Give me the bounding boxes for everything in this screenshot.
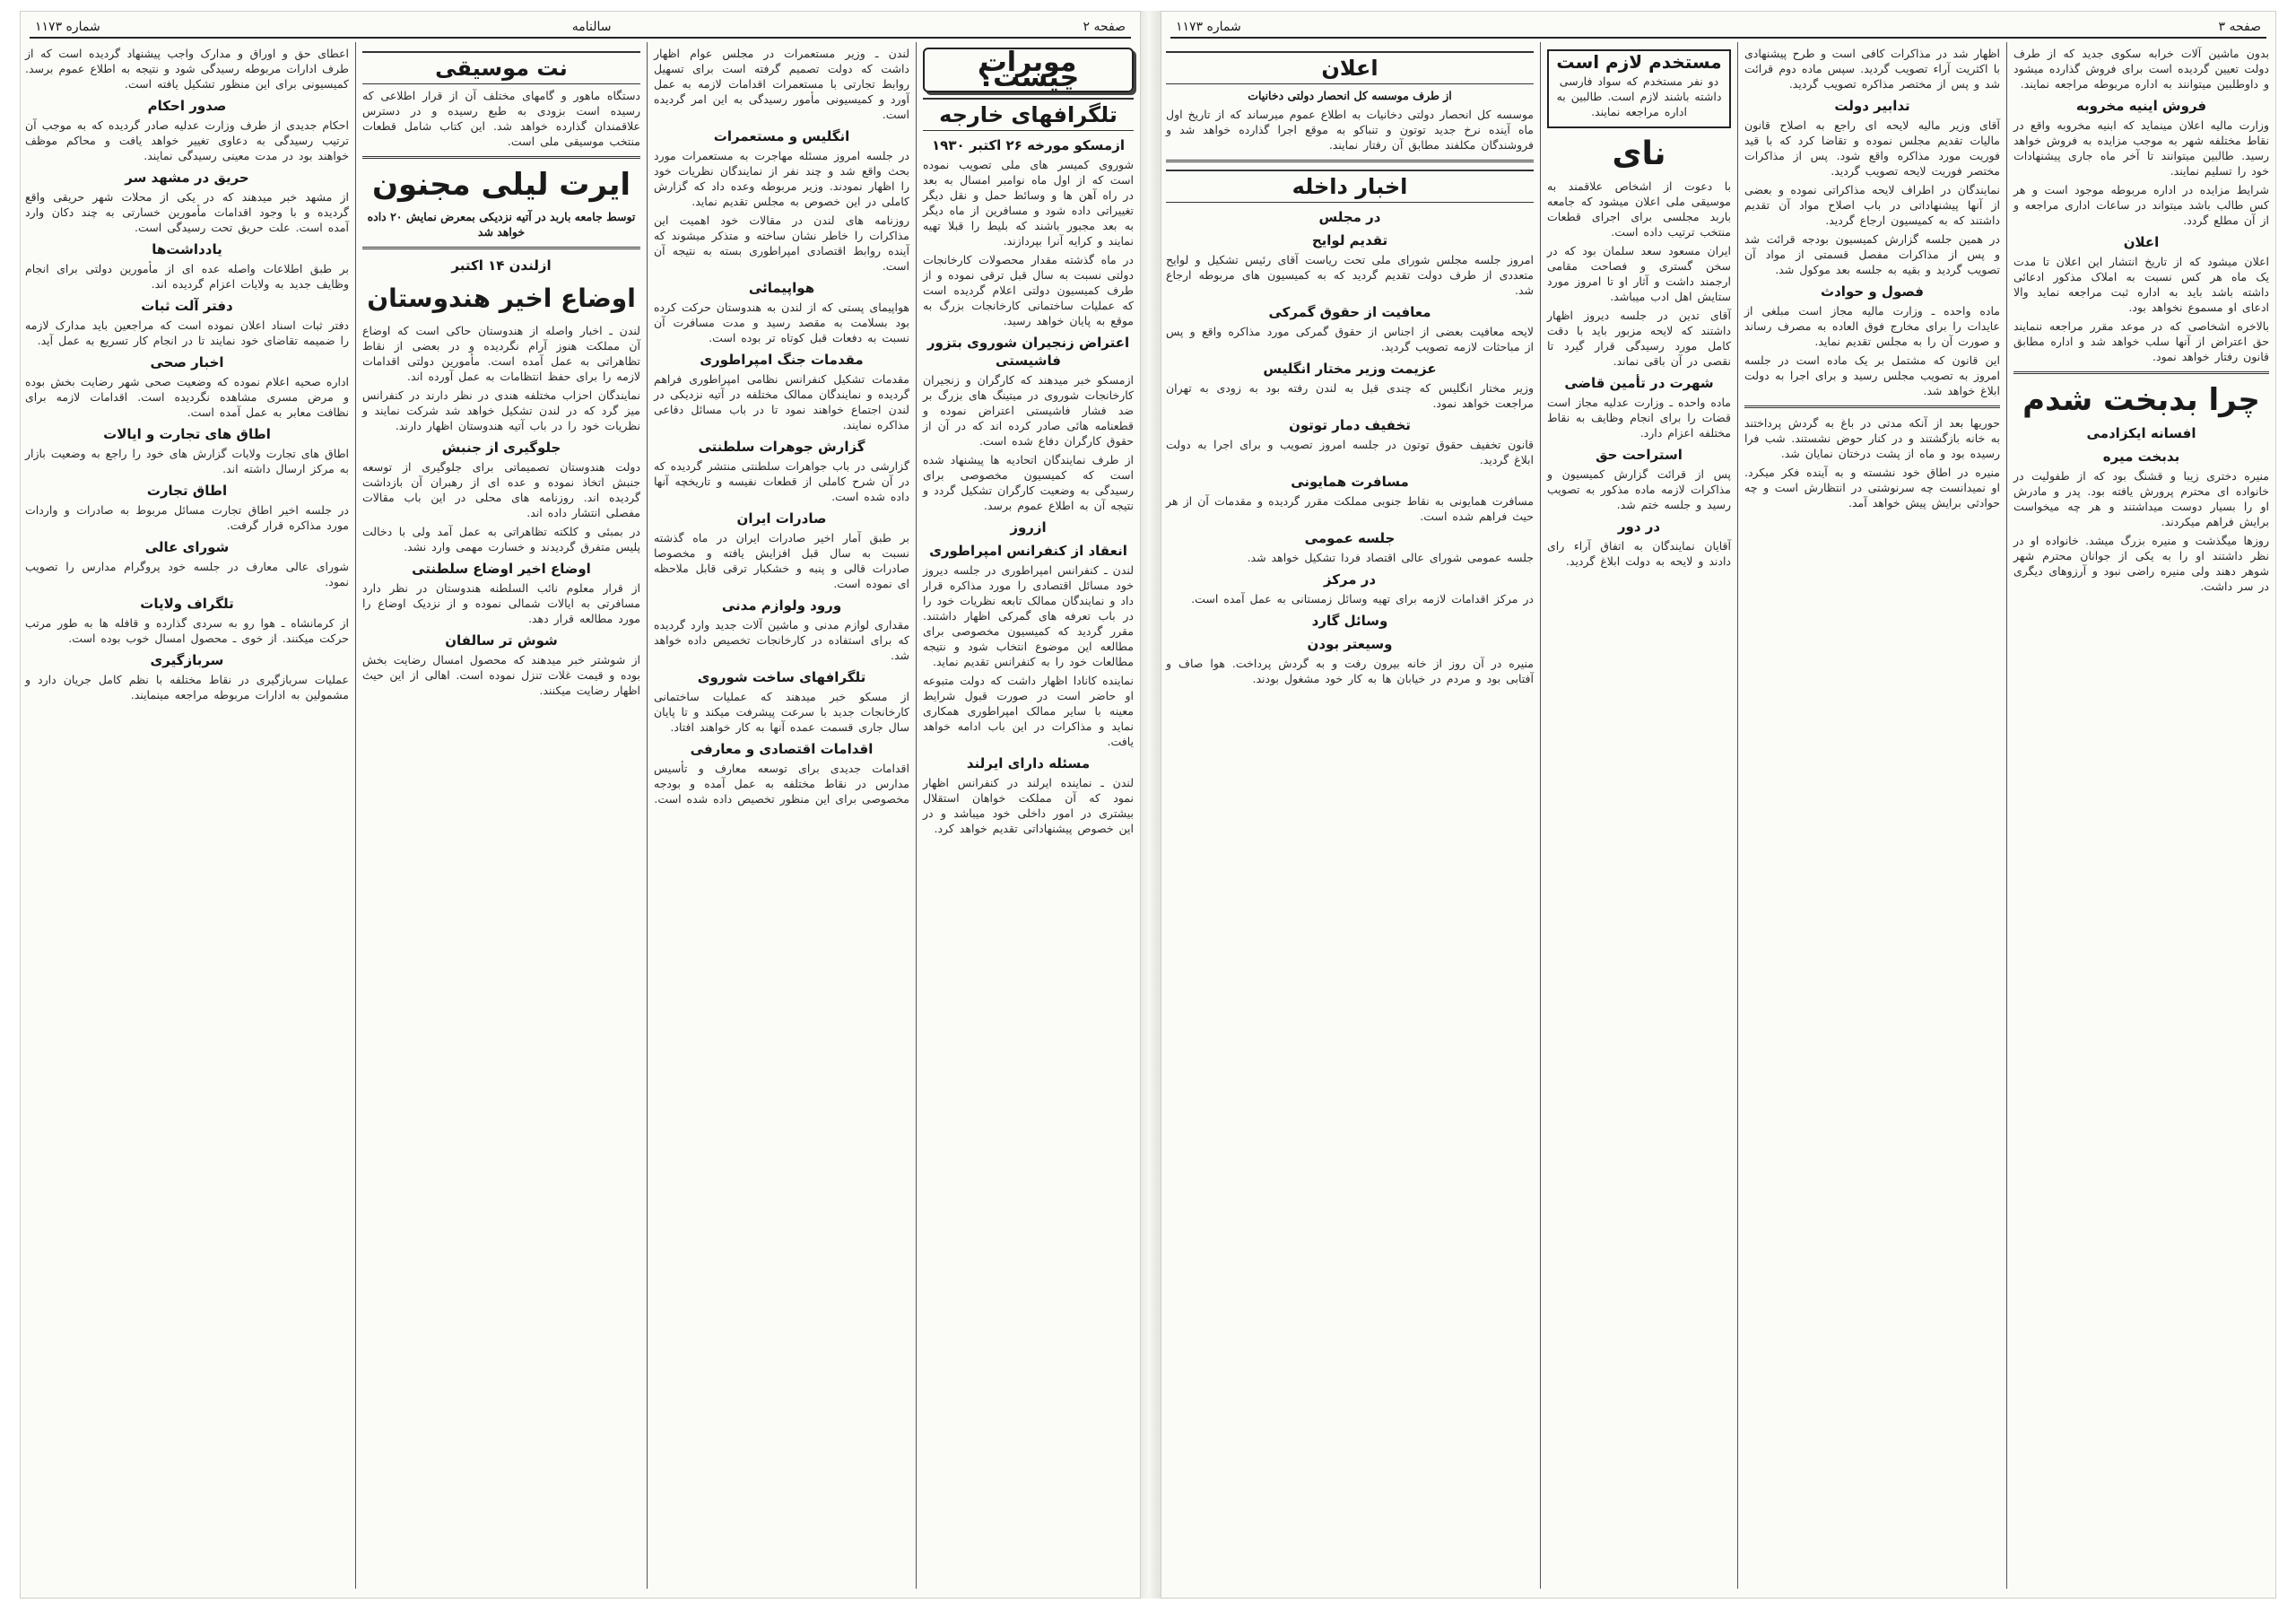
iran-exports-heading: صادرات ایران [736,510,827,527]
right-column-2: اظهار شد در مذاکرات کافی است و طرح پیشنهادی با اکثریت آراء تصویب گردید. سپس ماده دوم قرائت شد و پس از مختصر مذاکره تصویب گردید. تدابیر دولت آقای وزیر مالیه لایحه ای راجع به اصلاح قانون مالیات تقدیم مجلس نموده و تقاضا کرد که با قید فوریت مورد مذاکره واقع شود. پس از مذاکرات مختصر فوریت لایحه تصویب گردید. نمایندگان در اطراف لایحه مذاکراتی نموده و بعضی از آنها پیشنهاداتی در باب اصلاح مواد آن تقدیم داشتند که به کمیسیون ارجاع گردید. در همین جلسه گزارش کمیسیون بودجه قرائت شد و پس از مذاکرات مفصل قسمتی از مواد آن تصویب گردید و بقیه به جلسه بعد موکول شد. فصول و حوادث ماده واحده ـ وزارت مالیه مجاز است مبلغی از عایدات را برای مخارج فوق العاده به مصرف رساند و صورت آن را به مجلس تقدیم نماید. این قانون که مشتمل بر یک ماده است در جلسه امروز به تصویب مجلس رسید و برای اجرا به دولت ابلاغ خواهد شد. حوریها بعد از آنکه مدتی در باغ به گردش پرداختند به خانه بازگشتند و در کنار حوض نشستند. شب فرا رسیده بود و ماه از پشت درختان نمایان شد. منیره در اطاق خود نشسته و به آینده فکر میکرد. او نمیدانست چه سرنوشتی در انتظارش است و چه حوادثی برایش پیش خواهد آمد. [1737,42,2006,1589]
newspaper-spread [20,11,2276,1599]
box-title: موبرات چیست؟ [923,48,1134,92]
royal-jewels-heading: گزارش جوهرات سلطنتی [698,439,865,455]
ireland-heading: مسئله دارای ایرلند [966,755,1091,771]
royal-trip-heading: مسافرت همایونی [1291,474,1409,490]
left-column-1: موبرات چیست؟ تلگرافهای خارجه ازمسکو مورخه ۲۶ اکتبر ۱۹۳۰ شوروی کمیسر های ملی تصویب نموده است که از اول ماه نوامبر امسال به بعد در راه آهن ها و وسائط حمل و نقل دیگر تغییراتی داده شود و مسافرین از ماه دیگر به بعد مجبور باشند که بلیط را قبلا تهیه نمایند و کرایه آنرا بپردازند. در ماه گذشته مقدار محصولات کارخانجات دولتی نسبت به سال قبل ترقی نموده و از طرف کمیسیون دولتی اعلام گردیده است که عملیات ساختمانی کارخانجات بزرگ به موقع به پایان خواهد رسید. اعتراض زنجیران شوروی بتزور فاشیستی ازمسکو خبر میدهند که کارگران و زنجیران کارخانجات شوروی در میتینگ های بزرگ بر ضد فشار فاشیستی اعتراض نموده و قطعنامه هائی صادر کرده اند که در آن از حقوق کارگران دفاع شده است. از طرف نمایندگان اتحادیه ها پیشنهاد شده است که کمیسیون مخصوصی برای رسیدگی به وضعیت کارگران تشکیل گردد و نتیجه آن به اطلاع عموم برسد. ازروز انعقاد از کنفرانس امپراطوری لندن ـ کنفرانس امپراطوری در جلسه دیروز خود مسائل اقتصادی را مورد مذاکره قرار داد و نمایندگان ممالک تابعه نظریات خود را در باب تعرفه های گمرکی اظهار داشتند. مقرر گردید که کمیسیون مخصوصی برای مطالعه این موضوع انتخاب شود و نتیجه مطالعات خود را به کنفرانس تقدیم نماید. نماینده کانادا اظهار داشت که دولت متبوعه او حاضر است در صورت قبول شرایط معینه با سایر ممالک امپراطوری همکاری نماید و مذاکرات در این باب ادامه خواهد یافت. مسئله دارای ایرلند لندن ـ نماینده ایرلند در کنفرانس اظهار نمود که آن مملکت خواهان استقلال بیشتری در امور داخلی خود میباشد و در این خصوص پیشنهاداتی تقدیم خواهد کرد. [916,42,1140,1589]
left-paper-name: سالنامه [571,20,612,34]
left-running-head [30,17,1131,39]
fire-heading: حریق در مشهد سر [125,170,249,186]
right-column-4: اعلان از طرف موسسه کل انحصار دولتی دخانیات موسسه کل انحصار دولتی دخانیات به اطلاع عموم میرساند که از تاریخ اول ماه آینده نرخ جدید توتون و تنباکو به موقع اجرا گذارده خواهد شد و فروشندگان مکلفند مطابق آن رفتار نمایند. اخبار داخله در مجلس تقدیم لوایح امروز جلسه مجلس شورای ملی تحت ریاست آقای رئیس تشکیل و لوایح متعددی از طرف دولت تقدیم گردید که به کمیسیون های مربوطه ارجاع شد. معافیت از حقوق گمرکی لایحه معافیت بعضی از اجناس از حقوق گمرکی مورد مذاکره واقع و پس از مباحثات لازمه تصویب گردید. عزیمت وزیر مختار انگلیس وزیر مختار انگلیس که چندی قبل به لندن رفته بود به زودی به تهران مراجعت خواهد نمود. تخفیف دمار توتون قانون تخفیف حقوق توتون در جلسه امروز تصویب و برای اجرا به دولت ابلاغ گردید. مسافرت همایونی مسافرت همایونی به نقاط جنوبی مملکت مقرر گردیده و مقدمات آن از هر حیث فراهم شده است. جلسه عمومی جلسه عمومی شورای عالی اقتصاد فردا تشکیل خواهد شد. در مرکز در مرکز اقدامات لازمه برای تهیه وسائل زمستانی به عمل آمده است. وسائل گارد وسیعتر بودن منیره در آن روز از خانه بیرون رفت و به گردش پرداخت. هوا صاف و آفتابی بود و مردم در خیابان ها به کار خود مشغول بودند. [1161,42,1540,1589]
registry-heading: دفتر آلت ثبات [141,298,233,314]
bills-heading: تقدیم لوایح [1311,232,1388,248]
customs-exemption-heading: معافیت از حقوق گمرکی [1268,304,1431,320]
music-notes-heading: نت موسیقی [362,51,640,84]
left-page-number: صفحه ۲ [1083,20,1126,34]
left-column-4: اعطای حق و اوراق و مدارک واجب پیشنهاد گردیده است که از طرف ادارات مربوطه رسیدگی شود و نتیجه به اطلاع عموم برسد. کمیسیونی برای این منظور تشکیل یافته است. صدور احکام احکام جدیدی از طرف وزارت عدلیه صادر گردیده که به موجب آن ترتیب رسیدگی به دعاوی تغییر خواهد یافت و محاکم موظف خواهند بود در مدت معینی رسیدگی نمایند. حریق در مشهد سر از مشهد خبر میدهند که در یکی از محلات شهر حریقی واقع گردیده و با وجود اقدامات مأمورین خسارتی به چند دکان وارد آمده است. علت حریق تحت رسیدگی است. یادداشت‌ها بر طبق اطلاعات واصله عده ای از مأمورین دولتی برای انجام وظایف جدید به ولایات اعزام گردیده اند. دفتر آلت ثبات دفتر ثبات اسناد اعلان نموده است که مراجعین باید مدارک لازمه را ضمیمه تقاضای خود نمایند تا در انجام کار تسریع به عمل آید. اخبار صحی اداره صحیه اعلام نموده که وضعیت صحی شهر رضایت بخش بوده و مرض مسری مشاهده نگردیده است. اقدامات لازمه برای نظافت معابر به عمل آمده است. اطاق های تجارت و ایالات اطاق های تجارت ولایات گزارش های خود را راجع به وضعیت بازار به مرکز ارسال داشته اند. اطاق تجارت در جلسه اخیر اطاق تجارت مسائل مربوط به صادرات و واردات مورد مذاکره قرار گرفت. شورای عالی شورای عالی معارف در جلسه خود پروگرام مدارس را تصویب نمود. تلگراف ولایات از کرمانشاه ـ هوا رو به سردی گذارده و قافله ها به طور مرتب حرکت میکنند. از خوی ـ محصول امسال خوب بوده است. سربازگیری عملیات سربازگیری در نقاط مختلفه با نظم کامل جریان دارد و مشمولین به ادارات مربوطه مراجعه مینمایند. [25,47,349,701]
separator [362,247,640,249]
guard-heading: وسائل گارد [1311,613,1388,629]
right-page [1161,11,2276,1599]
india-heading: اوضاع اخیر هندوستان [367,283,636,313]
page-gutter [1141,11,1161,1599]
tobacco-reduction-heading: تخفیف دمار توتون [1289,417,1411,433]
economic-cultural-heading: اقدامات اقتصادی و معارفی [690,741,874,757]
separator [362,156,640,159]
opera-note: توسط جامعه باربد در آتیه نزدیکی بمعرض نمایش ۲۰ داده خواهد شد [367,210,636,239]
away-heading: در دور [1617,518,1661,535]
right-column-3: مستخدم لازم است دو نفر مستخدم که سواد فارسی داشته باشند لازم است. طالبین به اداره مراجعه نمایند. نای با دعوت از اشخاص علاقمند به موسیقی ملی اعلان میشود که جامعه باربد مجلسی برای اجرای قطعات منتخب ترتیب داده است. ایران مسعود سعد سلمان بود که در سخن گستری و فصاحت مقامی ارجمند داشت و آثار او تا امروز مورد ستایش اهل ادب میباشد. آقای تدین در جلسه دیروز اظهار داشتند که لایحه مزبور باید با دقت کامل مورد رسیدگی قرار گیرد تا نقصی در آن باقی نماند. شهرت در تأمین قاضی ماده واحده ـ وزارت عدلیه مجاز است قضات را برای انجام وظایف به نقاط مختلفه اعزام دارد. استراحت حق پس از قرائت گزارش کمیسیون و مذاکرات لازمه ماده مذکور به تصویب رسید و جلسه ختم شد. در دور آقایان نمایندگان به اتفاق آراء رای دادند و لایحه به دولت ابلاغ گردید. [1540,42,1737,1589]
shushtar-heading: شوش تر سالفان [445,632,558,649]
parliament-heading: در مجلس [1318,209,1381,225]
announcement-source: از طرف موسسه کل انحصار دولتی دخانیات [1248,89,1452,102]
right-running-head [1170,17,2266,39]
health-news-heading: اخبار صحی [150,354,224,370]
nay-heading: نای [1612,135,1666,172]
story-subheading: افسانه ایکزادمی [2086,425,2196,441]
right-column-1: بدون ماشین آلات خرابه سکوی جدید که از طرف دولت تعیین گردیده است برای فروش گذارده میشود و داوطلبین میتوانند به اداره مربوطه مراجعه نمایند. فروش اینیه مخروبه وزارت مالیه اعلان مینماید که ابنیه مخروبه واقع در نقاط مختلفه شهر به موجب مزایده به فروش خواهد رسید. طالبین میتوانند تا آخر ماه جاری پیشنهادات خود را تسلیم نمایند. شرایط مزایده در اداره مربوطه موجود است و هر کس طالب باشد میتواند در ساعات اداری مراجعه و از آن مطلع گردد. اعلان اعلان میشود که از تاریخ انتشار این اعلان تا مدت یک ماه هر کس نسبت به املاک مذکور ادعائی داشته باشد باید به اداره ثبت مراجعه نماید والا ادعای او مسموع نخواهد بود. بالاخره اشخاصی که در موعد مقرر مراجعه ننمایند حق اعتراض از آنها سلب خواهد شد و اداره مطابق قانون رفتار خواهد نمود. چرا بدبخت شدم افسانه ایکزادمی بدبخت میره منیره دختری زیبا و قشنگ بود که از طفولیت در خانواده ای محترم پرورش یافته بود. پدر و مادرش او را بسیار دوست میداشتند و هر چه میخواست برایش فراهم میکردند. روزها میگذشت و منیره بزرگ میشد. خانواده او در نظر داشتند او را به یکی از جوانان محترم شهر شوهر دهند ولی منیره راضی نبود و آرزوهای دیگری در سر داشت. [2006,42,2275,1589]
movement-heading: جلوگیری از جنبش [441,440,561,456]
high-council-heading: شورای عالی [144,539,230,555]
wanted-ad: مستخدم لازم است دو نفر مستخدم که سواد فارسی داشته باشند لازم است. طالبین به اداره مراجعه نمایند. [1547,49,1731,128]
ruined-buildings-heading: فروش اینیه مخروبه [2075,98,2207,114]
orders-heading: صدور احکام [147,98,227,114]
england-colonies-heading: انگلیس و مستعمرات [713,128,850,144]
story-heading: چرا بدبخت شدم [2022,382,2260,418]
left-column-3: نت موسیقی دستگاه ماهور و گامهای مختلف آن از قرار اطلاعی که رسیده است بزودی به طبع رسیده و در دسترس علاقمندان گذارده خواهد شد. این کتاب شامل قطعات منتخب موسیقی ملی است. ایرت لیلی مجنون توسط جامعه باربد در آتیه نزدیکی بمعرض نمایش ۲۰ داده خواهد شد ازلندن ۱۴ اکتبر اوضاع اخیر هندوستان لندن ـ اخبار واصله از هندوستان حاکی است که اوضاع آن مملکت هنوز آرام نگردیده و در بعضی از نقاط تظاهراتی به عمل آمده است. مأمورین دولتی اقدامات لازمه را برای حفظ انتظامات به عمل آورده اند. نمایندگان احزاب مختلفه هندی در نظر دارند در کنفرانس میز گرد که در لندن تشکیل خواهد شد شرکت نمایند و نظریات خود را در باب آتیه هندوستان اظهار دارند. جلوگیری از جنبش دولت هندوستان تصمیماتی برای جلوگیری از توسعه جنبش اتخاذ نموده و عده ای از رهبران آن بازداشت گردیده اند. روزنامه های محلی در این باب مقالات مفصلی انتشار داده اند. در بمبئی و کلکته تظاهراتی به عمل آمد ولی با دخالت پلیس متفرق گردیدند و خسارت مهمی وارد نشد. اوضاع اخیر اوضاع سلطنتی از قرار معلوم نائب السلطنه هندوستان در نظر دارد مسافرتی به ایالات شمالی نموده و از نزدیک اوضاع را مورد مطالعه قرار دهد. شوش تر سالفان از شوشتر خبر میدهند که محصول امسال رضایت بخش بوده و قیمت غلات تنزل نموده است. اهالی از این حیث اظهار رضایت میکنند. [355,42,647,1589]
center-heading: در مرکز [1323,571,1377,588]
soviet-telegrams-heading: تلگرافهای ساخت شوروی [697,669,866,685]
general-session-heading: جلسه عمومی [1304,530,1396,546]
notice-heading: اعلان [2123,234,2160,250]
royal-affairs-heading: اوضاع اخیر اوضاع سلطنتی [412,561,591,577]
wanted-ad-title: مستخدم لازم است [1556,51,1722,73]
domestic-news-heading: اخبار داخله [1166,170,1534,203]
british-minister-heading: عزیمت وزیر مختار انگلیس [1263,361,1437,377]
moscow-dateline: ازمسکو مورخه ۲۶ اکتبر ۱۹۳۰ [932,137,1125,153]
government-measures-heading: تدابیر دولت [1834,98,1910,114]
foreign-telegrams-heading: تلگرافهای خارجه [923,98,1134,131]
civil-supplies-heading: ورود ولوازم مدنی [721,597,842,614]
london-dateline: ازلندن ۱۴ اکتبر [451,257,552,274]
left-issue-number: شماره ۱۱۷۳ [35,20,100,34]
story-subheading-2: بدبخت میره [2102,449,2180,465]
left-column-2: لندن ـ وزیر مستعمرات در مجلس عوام اظهار داشت که دولت تصمیم گرفته است برای تسهیل روابط تجارتی با مستعمرات اقدامات لازمه به عمل آورد و کمیسیونی مأمور رسیدگی به این امر گردیده است. انگلیس و مستعمرات در جلسه امروز مسئله مهاجرت به مستعمرات مورد بحث واقع شد و چند نفر از نمایندگان نظریات خود را اظهار نمودند. وزیر مربوطه وعده داد که گزارش کاملی در این خصوص به مجلس تقدیم نماید. روزنامه های لندن در مقالات خود اهمیت این مذاکرات را خاطر نشان ساخته و متذکر میشوند که آینده روابط اقتصادی امپراطوری بسته به نتیجه آن است. هواپیمائی هواپیمای پستی که از لندن به هندوستان حرکت کرده بود بسلامت به مقصد رسید و مدت مسافرت آن نسبت به دفعات قبل کوتاه تر بوده است. مقدمات جنگ امپراطوری مقدمات تشکیل کنفرانس نظامی امپراطوری فراهم گردیده و نمایندگان ممالک مختلفه در آتیه نزدیکی در لندن اجتماع خواهند نمود تا در باب مسائل دفاعی مذاکره نمایند. گزارش جوهرات سلطنتی گزارشی در باب جواهرات سلطنتی منتشر گردیده که در آن شرح کاملی از قطعات نفیسه و تاریخچه آنها داده شده است. صادرات ایران بر طبق آمار اخیر صادرات ایران در ماه گذشته نسبت به سال قبل افزایش یافته و مخصوصا صادرات قالی و پنبه و خشکبار ترقی قابل ملاحظه ای نموده است. ورود ولوازم مدنی مقداری لوازم مدنی و ماشین آلات جدید وارد گردیده که برای استفاده در کارخانجات تخصیص داده خواهد شد. تلگرافهای ساخت شوروی از مسکو خبر میدهند که عملیات ساختمانی کارخانجات جدید با سرعت پیشرفت میکند و تا پایان سال جاری قسمت عمده آنها به کار خواهند افتاد. اقدامات اقتصادی و معارفی اقدامات جدیدی برای توسعه معارف و تأسیس مدارس در نقاط مختلفه به عمل آمده و بودجه مخصوصی برای این منظور تخصیص داده شده است. [647,42,916,1589]
opera-title: ایرت لیلی مجنون [371,167,631,203]
date-heading: ازروز [1010,519,1047,536]
separator [1166,160,1534,162]
left-page [20,11,1141,1599]
imperial-conference-heading: انعقاد از کنفرانس امپراطوری [929,543,1127,559]
separator [1744,405,2000,408]
notes-heading: یادداشت‌ها [152,241,222,257]
events-heading: فصول و حوادث [1821,283,1924,300]
imperial-war-heading: مقدمات جنگ امپراطوری [700,352,864,368]
trade-chamber-heading: اطاق تجارت [146,483,228,499]
separator [2013,371,2269,374]
wider-heading: وسیعتر بودن [1307,636,1393,652]
rest-heading: استراحت حق [1596,447,1683,463]
provincial-telegrams-heading: تلگراف ولایات [140,596,234,612]
chambers-heading: اطاق های تجارت و ایالات [103,426,271,442]
judge-heading: شهرت در تأمین قاضی [1564,375,1714,391]
announcement-heading: اعلان [1166,51,1534,84]
right-issue-number: شماره ۱۱۷۳ [1176,20,1241,34]
conscription-heading: سربازگیری [150,652,224,668]
aviation-heading: هواپیمائی [748,280,815,296]
right-page-number: صفحه ۳ [2218,20,2261,34]
protest-heading: اعتراض زنجیران شوروی بتزور فاشیستی [926,335,1130,369]
